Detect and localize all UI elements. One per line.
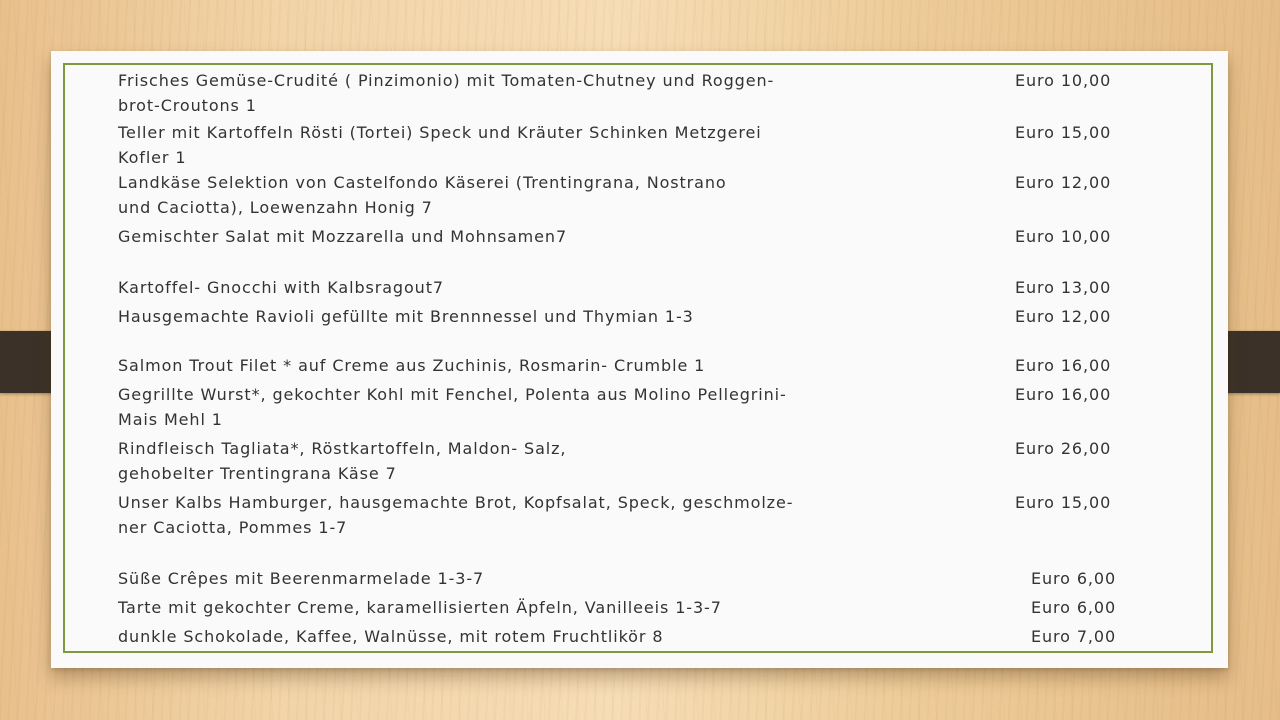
menu-item-description: Gegrillte Wurst*, gekochter Kohl mit Fenchel, Polenta aus Molino Pellegrini- Mais Mehl 1 xyxy=(118,385,787,429)
menu-item-description: Rindfleisch Tagliata*, Röstkartoffeln, Maldon- Salz, gehobelter Trentingrana Käse 7 xyxy=(118,439,567,483)
menu-item-price: Euro 7,00 xyxy=(1031,627,1117,646)
menu-item-price: Euro 6,00 xyxy=(1031,598,1117,617)
menu-item-description: Gemischter Salat mit Mozzarella und Mohnsamen7 xyxy=(118,227,568,246)
menu-item-description: Teller mit Kartoffeln Rösti (Tortei) Speck und Kräuter Schinken Metzgerei Kofler 1 xyxy=(118,123,762,167)
menu-item-description: Süße Crêpes mit Beerenmarmelade 1-3-7 xyxy=(118,569,485,588)
menu-item-description: Tarte mit gekochter Creme, karamellisierten Äpfeln, Vanilleeis 1-3-7 xyxy=(118,598,722,617)
menu-item-price: Euro 13,00 xyxy=(1015,278,1112,297)
menu-item-price: Euro 16,00 xyxy=(1015,385,1112,404)
menu-item-description: Kartoffel- Gnocchi with Kalbsragout7 xyxy=(118,278,444,297)
menu-item-description: dunkle Schokolade, Kaffee, Walnüsse, mit rotem Fruchtlikör 8 xyxy=(118,627,664,646)
menu-item-price: Euro 10,00 xyxy=(1015,227,1112,246)
menu-item-price: Euro 6,00 xyxy=(1031,569,1117,588)
menu-item-description: Salmon Trout Filet * auf Creme aus Zuchinis, Rosmarin- Crumble 1 xyxy=(118,356,706,375)
menu-item-price: Euro 16,00 xyxy=(1015,356,1112,375)
menu-item-description: Unser Kalbs Hamburger, hausgemachte Brot, Kopfsalat, Speck, geschmolze- ner Caciotta, Pommes 1-7 xyxy=(118,493,794,537)
menu-card xyxy=(51,51,1228,668)
menu-item-price: Euro 15,00 xyxy=(1015,123,1112,142)
menu-item-description: Hausgemachte Ravioli gefüllte mit Brennnessel und Thymian 1-3 xyxy=(118,307,694,326)
menu-item-price: Euro 12,00 xyxy=(1015,307,1112,326)
menu-item-price: Euro 26,00 xyxy=(1015,439,1112,458)
menu-item-description: Landkäse Selektion von Castelfondo Käserei (Trentingrana, Nostrano und Caciotta), Loewenzahn Honig 7 xyxy=(118,173,727,217)
menu-frame xyxy=(63,63,1213,653)
menu-item-price: Euro 10,00 xyxy=(1015,71,1112,90)
menu-item-price: Euro 12,00 xyxy=(1015,173,1112,192)
menu-item-price: Euro 15,00 xyxy=(1015,493,1112,512)
menu-item-description: Frisches Gemüse-Crudité ( Pinzimonio) mit Tomaten-Chutney und Roggen- brot-Croutons 1 xyxy=(118,71,775,115)
